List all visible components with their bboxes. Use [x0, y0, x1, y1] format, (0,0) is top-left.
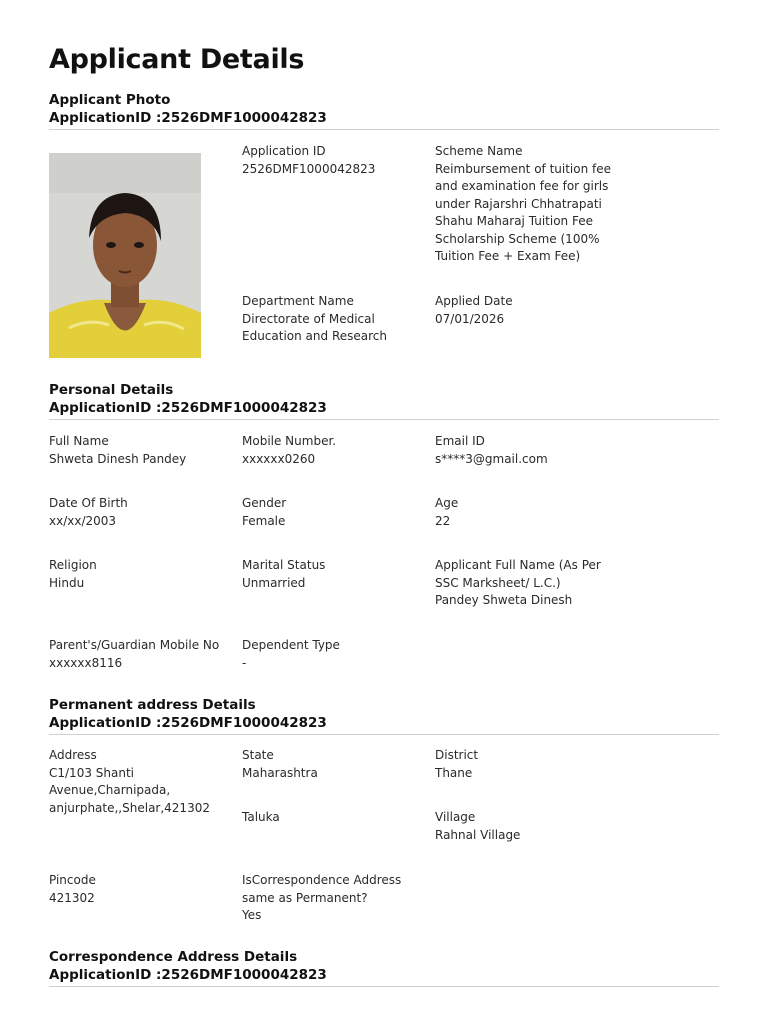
field-value: - [242, 655, 247, 670]
applicant-photo [49, 153, 201, 358]
field-pincode [49, 872, 234, 907]
field-label: District [435, 748, 479, 762]
permanent-address-section [49, 696, 719, 922]
field-label: IsCorrespondence Address same as Permanent? [242, 873, 402, 905]
field-value: Female [242, 513, 286, 528]
field-label: Email ID [435, 434, 485, 448]
field-value: C1/103 Shanti Avenue,Charnipada, anjurphate,,Shelar,421302 [49, 765, 210, 815]
field-label: Village [435, 810, 476, 824]
field-label: Dependent Type [242, 638, 340, 652]
field-dependent-type [242, 637, 422, 672]
field-value: Directorate of Medical Education and Research [242, 311, 387, 343]
field-label: Full Name [49, 434, 109, 448]
field-value: xxxxxx8116 [49, 655, 123, 670]
field-age [435, 495, 635, 530]
field-village [435, 809, 635, 844]
field-value: 22 [435, 513, 451, 528]
field-label: Scheme Name [435, 144, 523, 158]
field-value: 07/01/2026 [435, 311, 505, 326]
section-title: Permanent address Details [49, 697, 256, 713]
field-label: Age [435, 496, 459, 510]
field-scheme-name [435, 143, 635, 266]
section-divider [49, 419, 719, 420]
field-correspondence-same [242, 872, 432, 925]
personal-details-section [49, 381, 719, 670]
field-value: Maharashtra [242, 765, 318, 780]
field-value: 2526DMF1000042823 [242, 161, 376, 176]
field-label: Taluka [242, 810, 280, 824]
section-title: Personal Details [49, 382, 174, 398]
field-label: Pincode [49, 873, 96, 887]
field-ssc-full-name [435, 557, 655, 610]
field-value: 421302 [49, 890, 95, 905]
field-value: Hindu [49, 575, 85, 590]
section-application-id: ApplicationID :2526DMF1000042823 [49, 967, 327, 983]
field-marital-status [242, 557, 422, 592]
field-value: Pandey Shweta Dinesh [435, 593, 573, 607]
field-label: Applicant Full Name (As Per SSC Marksheet/ L.C.) [435, 558, 601, 590]
field-value: Shweta Dinesh Pandey [49, 451, 187, 466]
section-divider [49, 986, 719, 987]
section-title: Applicant Photo [49, 92, 171, 108]
field-date-of-birth [49, 495, 234, 530]
field-value: Yes [242, 908, 262, 922]
field-label: Mobile Number. [242, 434, 337, 448]
section-application-id: ApplicationID :2526DMF1000042823 [49, 400, 327, 416]
field-district [435, 747, 635, 782]
field-value: Thane [435, 765, 473, 780]
field-application-id [242, 143, 422, 178]
field-state [242, 747, 422, 782]
field-label: State [242, 748, 274, 762]
section-application-id: ApplicationID :2526DMF1000042823 [49, 715, 327, 731]
applicant-photo-section [49, 91, 719, 343]
field-religion [49, 557, 234, 592]
field-label: Address [49, 748, 97, 762]
section-application-id: ApplicationID :2526DMF1000042823 [49, 110, 327, 126]
section-divider [49, 734, 719, 735]
field-mobile-number [242, 433, 422, 468]
field-department-name [242, 293, 422, 346]
section-title: Correspondence Address Details [49, 949, 298, 965]
field-label: Parent's/Guardian Mobile No [49, 638, 220, 652]
page-title: Applicant Details [49, 44, 305, 75]
field-guardian-mobile [49, 637, 239, 672]
field-address [49, 747, 234, 817]
field-email-id [435, 433, 635, 468]
field-label: Department Name [242, 294, 354, 308]
field-label: Marital Status [242, 558, 326, 572]
field-applied-date [435, 293, 635, 328]
correspondence-address-section [49, 948, 719, 984]
field-value: s****3@gmail.com [435, 451, 548, 466]
field-value: Rahnal Village [435, 827, 521, 842]
field-label: Religion [49, 558, 97, 572]
field-label: Applied Date [435, 294, 513, 308]
field-value: xx/xx/2003 [49, 513, 117, 528]
field-value: Unmarried [242, 575, 306, 590]
field-label: Application ID [242, 144, 326, 158]
field-label: Gender [242, 496, 287, 510]
field-label: Date Of Birth [49, 496, 128, 510]
field-full-name [49, 433, 234, 468]
field-taluka [242, 809, 422, 827]
field-gender [242, 495, 422, 530]
section-divider [49, 129, 719, 130]
field-value: Reimbursement of tuition fee and examination fee for girls under Rajarshri Chhatrapati Shahu Maharaj Tuition Fee Scholarship Scheme (100% Tuition Fee + Exam Fee) [435, 161, 612, 263]
field-value: xxxxxx0260 [242, 451, 316, 466]
